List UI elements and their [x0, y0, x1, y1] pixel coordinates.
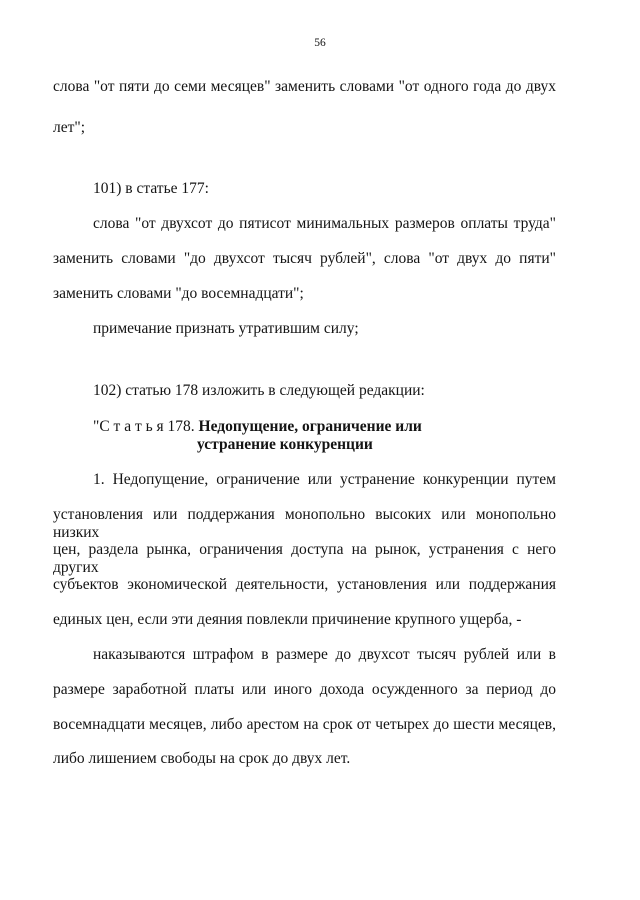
article-title: Недопущение, ограничение или — [198, 418, 422, 435]
article-heading — [93, 418, 422, 436]
article-label: "С т а т ь я 178. — [93, 418, 195, 435]
text-line: восемнадцати месяцев, либо арестом на срок от четырех до шести месяцев, — [53, 716, 556, 733]
text-line: слова "от двухсот до пятисот минимальных размеров оплаты труда" — [93, 215, 556, 232]
text-line: 1. Недопущение, ограничение или устранение конкуренции путем — [93, 471, 556, 488]
text-line: заменить словами "до двухсот тысяч рублей", слова "от двух до пяти" — [53, 250, 556, 267]
text-line: наказываются штрафом в размере до двухсот тысяч рублей или в — [93, 646, 556, 663]
text-line: лет"; — [53, 119, 86, 136]
article-title-continued — [197, 436, 373, 454]
text-line: единых цен, если эти деяния повлекли причинение крупного ущерба, - — [53, 611, 522, 628]
text-line: примечание признать утратившим силу; — [93, 320, 359, 337]
text-line: размере заработной платы или иного дохода осужденного за период до — [53, 681, 556, 698]
text-line: установления или поддержания монопольно высоких или монопольно низких — [53, 506, 556, 541]
list-item-101: 101) в статье 177: — [93, 180, 209, 197]
text-line: либо лишением свободы на срок до двух лет. — [53, 750, 351, 767]
page-number: 56 — [314, 37, 326, 49]
list-item-102: 102) статью 178 изложить в следующей редакции: — [93, 382, 425, 399]
text-line: слова "от пяти до семи месяцев" заменить словами "от одного года до двух — [53, 78, 556, 95]
text-line: цен, раздела рынка, ограничения доступа на рынок, устранения с него других — [53, 541, 556, 576]
text-line: субъектов экономической деятельности, установления или поддержания — [53, 576, 556, 593]
article-title-line-2: устранение конкуренции — [197, 436, 373, 453]
text-line: заменить словами "до восемнадцати"; — [53, 285, 304, 302]
